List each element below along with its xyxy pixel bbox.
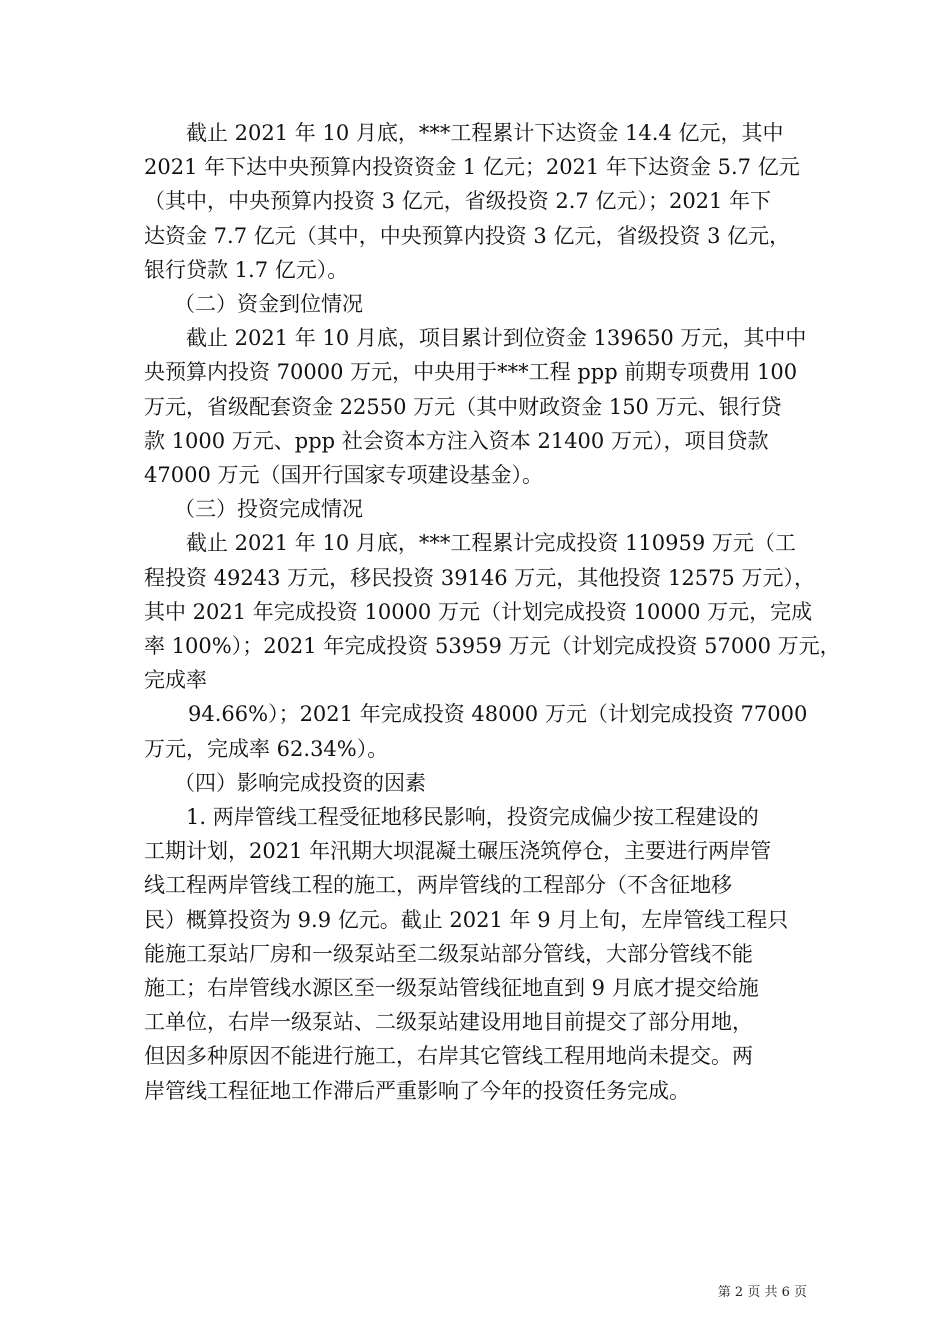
paragraph-line: 民）概算投资为 9.9 亿元。截止 2021 年 9 月上旬，左岸管线工程只 bbox=[144, 907, 789, 932]
paragraph-line: 94.66%）；2021 年完成投资 48000 万元（计划完成投资 77000 bbox=[188, 702, 808, 727]
paragraph-line: 工期计划，2021 年汛期大坝混凝土碾压浇筑停仓，主要进行两岸管 bbox=[144, 839, 772, 864]
paragraph-line: 岸管线工程征地工作滞后严重影响了今年的投资任务完成。 bbox=[144, 1078, 690, 1103]
paragraph-line: 其中 2021 年完成投资 10000 万元（计划完成投资 10000 万元，完成 bbox=[144, 599, 813, 624]
section-heading: （四）影响完成投资的因素 bbox=[174, 770, 426, 795]
paragraph-line: 率 100%）；2021 年完成投资 53959 万元（计划完成投资 57000 万元， bbox=[144, 634, 841, 659]
paragraph-line: 央预算内投资 70000 万元，中央用于***工程 ppp 前期专项费用 100 bbox=[144, 360, 798, 385]
paragraph-line: 施工；右岸管线水源区至一级泵站管线征地直到 9 月底才提交给施 bbox=[144, 976, 759, 1001]
paragraph-line: 完成率 bbox=[144, 668, 207, 693]
paragraph-line: 万元，省级配套资金 22550 万元（其中财政资金 150 万元、银行贷 bbox=[144, 394, 782, 419]
paragraph-line: 2021 年下达中央预算内投资资金 1 亿元；2021 年下达资金 5.7 亿元 bbox=[144, 155, 800, 180]
section-heading: （二）资金到位情况 bbox=[174, 292, 363, 317]
paragraph-line: 万元，完成率 62.34%）。 bbox=[144, 736, 389, 761]
paragraph-line: 47000 万元（国开行国家专项建设基金）。 bbox=[144, 463, 543, 488]
paragraph-line: 工单位，右岸一级泵站、二级泵站建设用地目前提交了部分用地， bbox=[144, 1010, 753, 1035]
paragraph-line: 但因多种原因不能进行施工，右岸其它管线工程用地尚未提交。两 bbox=[144, 1044, 753, 1069]
paragraph-line: 银行贷款 1.7 亿元）。 bbox=[144, 257, 349, 282]
document-body bbox=[144, 116, 841, 1108]
paragraph-line: （其中，中央预算内投资 3 亿元，省级投资 2.7 亿元）；2021 年下 bbox=[144, 189, 772, 214]
paragraph-line: 达资金 7.7 亿元（其中，中央预算内投资 3 亿元，省级投资 3 亿元， bbox=[144, 223, 791, 248]
paragraph-line: 截止 2021 年 10 月底，项目累计到位资金 139650 万元，其中中 bbox=[186, 326, 807, 351]
paragraph-line: 截止 2021 年 10 月底，***工程累计完成投资 110959 万元（工 bbox=[186, 531, 796, 556]
section-heading: （三）投资完成情况 bbox=[174, 497, 363, 522]
paragraph-line: 截止 2021 年 10 月底，***工程累计下达资金 14.4 亿元，其中 bbox=[186, 121, 784, 145]
paragraph-line: 程投资 49243 万元，移民投资 39146 万元，其他投资 12575 万元）， bbox=[144, 565, 815, 590]
paragraph-line: 线工程两岸管线工程的施工，两岸管线的工程部分（不含征地移 bbox=[144, 873, 732, 898]
paragraph-line: 能施工泵站厂房和一级泵站至二级泵站部分管线，大部分管线不能 bbox=[144, 941, 753, 966]
paragraph-line: 1. 两岸管线工程受征地移民影响，投资完成偏少按工程建设的 bbox=[186, 805, 759, 830]
page-number: 第 2 页 共 6 页 bbox=[717, 1285, 807, 1300]
paragraph-line: 款 1000 万元、ppp 社会资本方注入资本 21400 万元），项目贷款 bbox=[144, 428, 769, 453]
